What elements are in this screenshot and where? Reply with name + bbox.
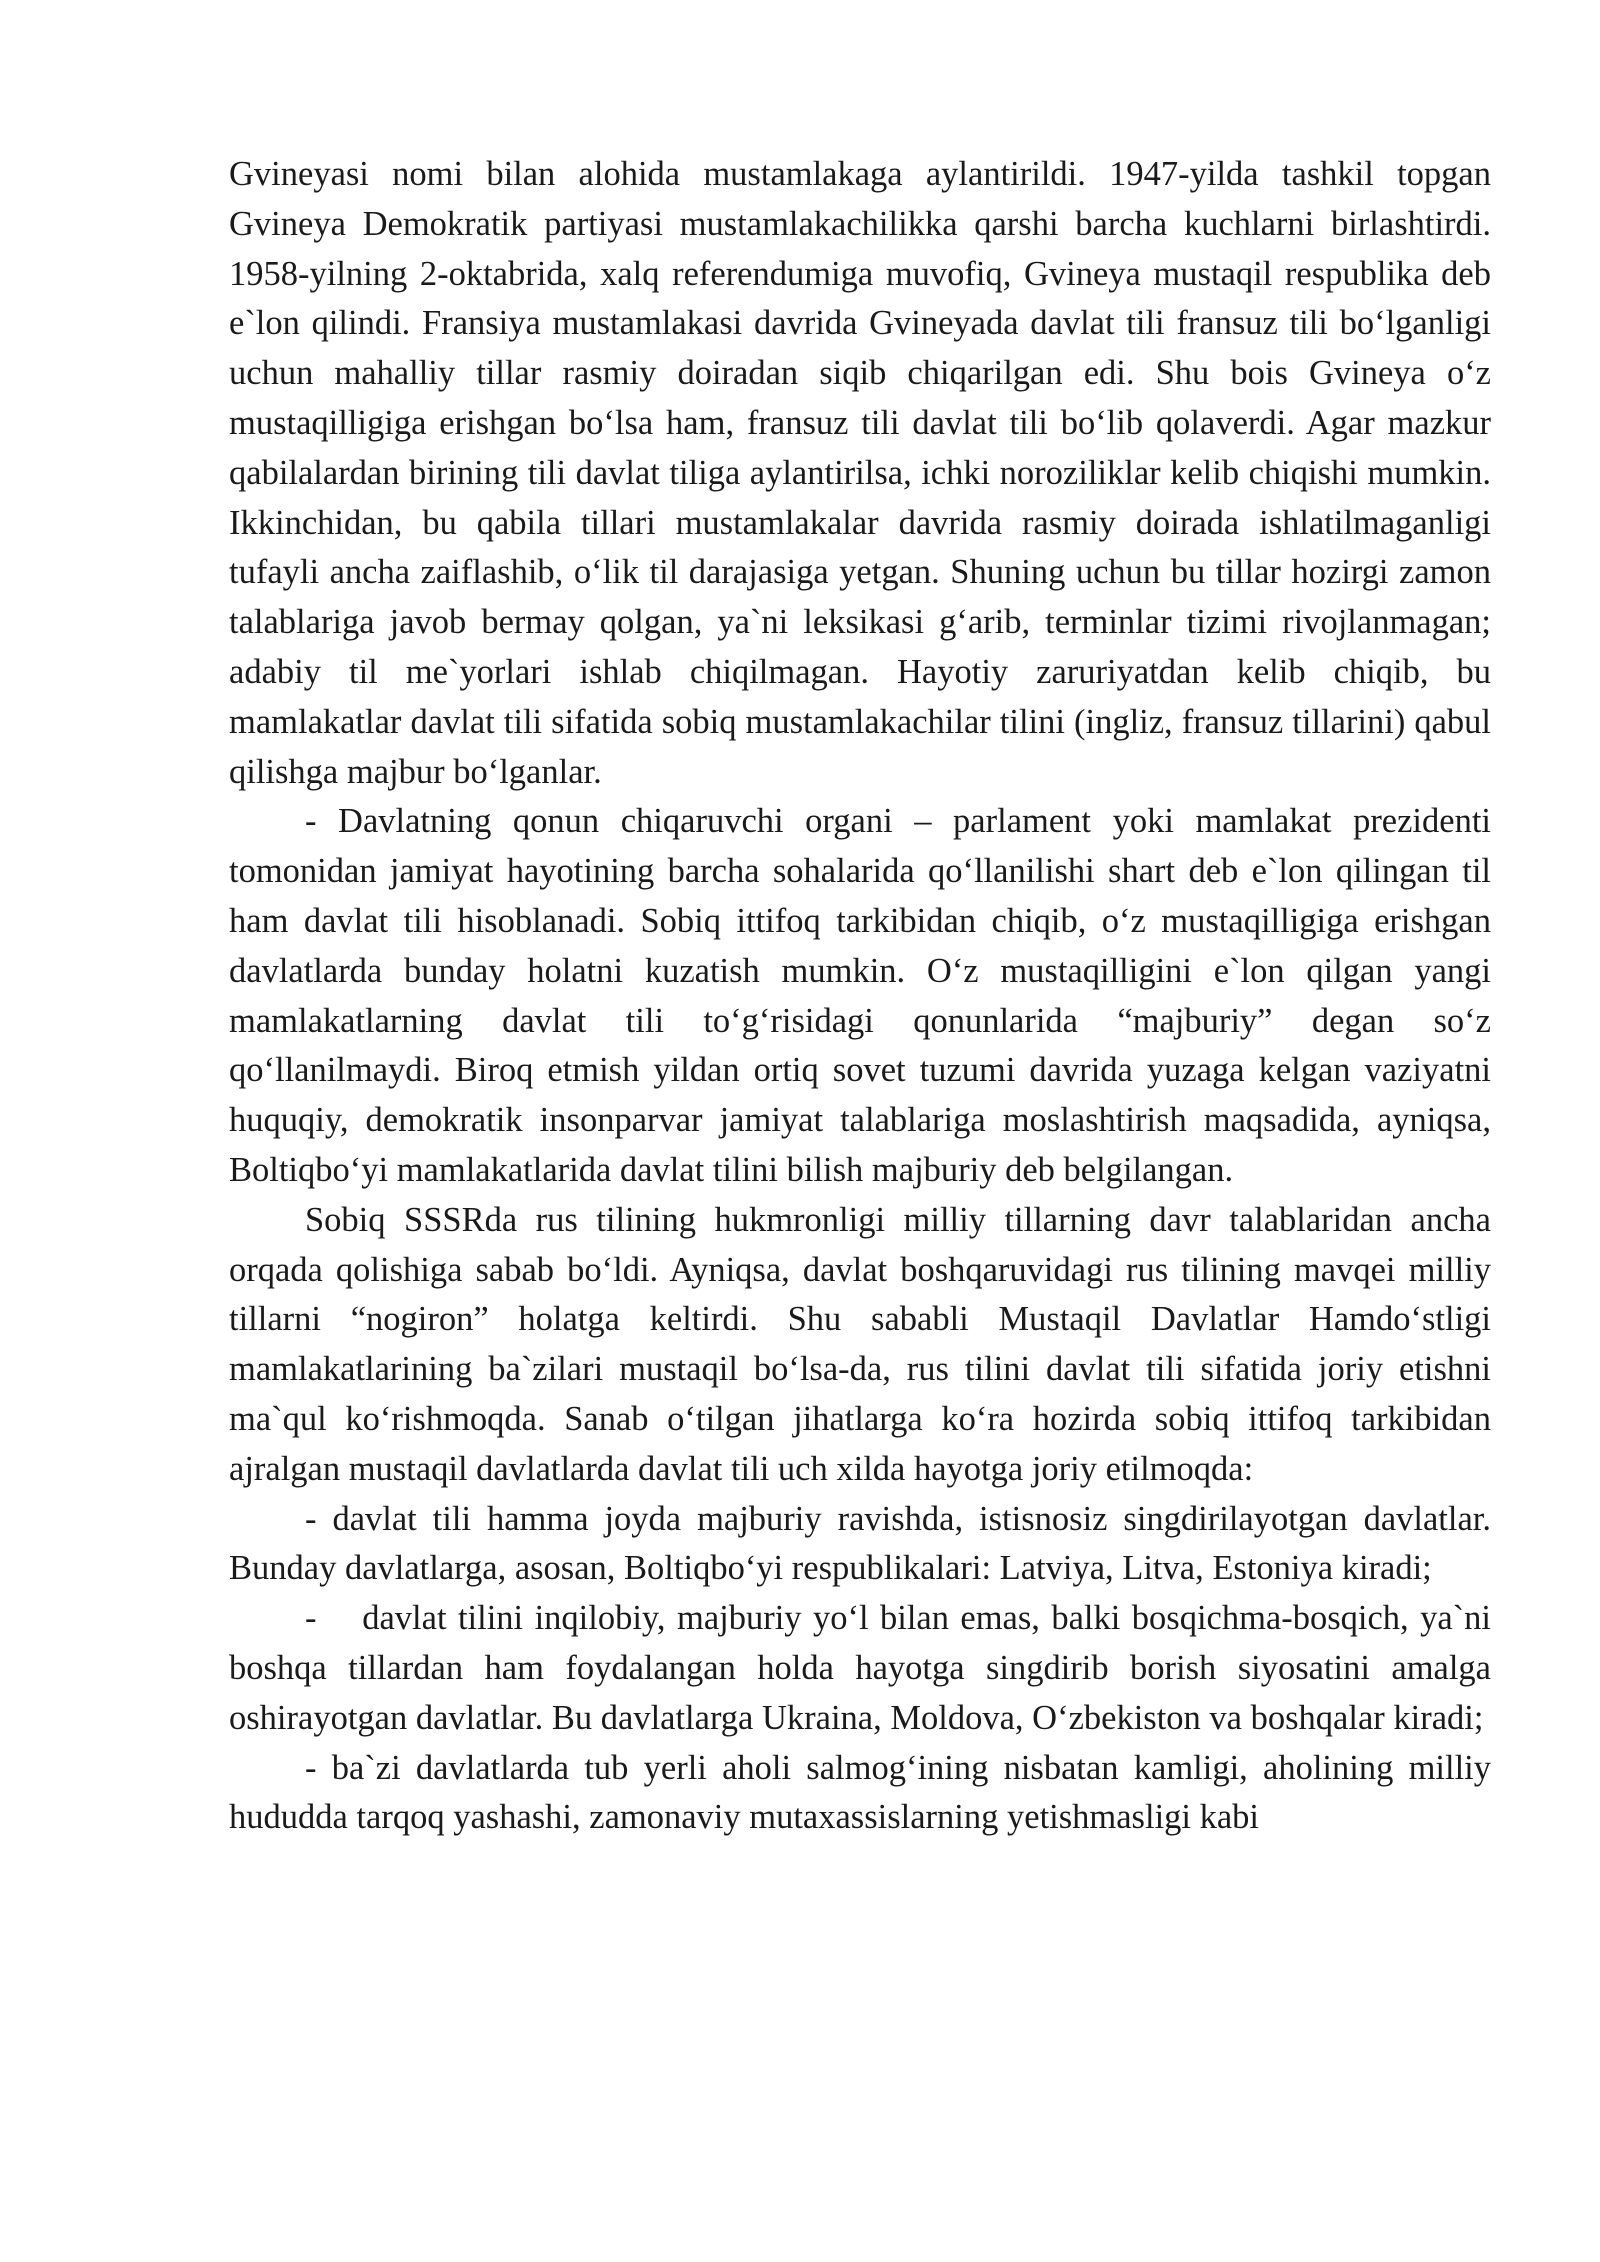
paragraph-ussr-russian-language: Sobiq SSSRda rus tilining hukmronligi milliy tillarning davr talablaridan ancha orqada qolishiga sabab bo‘ldi. Ayniqsa, davlat boshqaruvidagi rus tilining mavqei milliy tillarni “nogiron” holatga keltirdi. Shu sababli Mustaqil Davlatlar Hamdo‘stligi mamlakatlarining ba`zilari mustaqil bo‘lsa-da, rus tilini davlat tili sifatida joriy etishni ma`qul ko‘rishmoqda. Sanab o‘tilgan jihatlarga ko‘ra hozirda sobiq ittifoq tarkibidan ajralgan mustaqil davlatlarda davlat tili uch xilda hayotga joriy etilmoqda: <box>229 1200 1491 1488</box>
list-item-other-states: - ba`zi davlatlarda tub yerli aholi salmog‘ining nisbatan kamligi, aholining milliy hududda tarqoq yashashi, zamonaviy mutaxassislarning yetishmasligi kabi <box>229 1748 1491 1837</box>
paragraph-state-language-law: - Davlatning qonun chiqaruvchi organi – parlament yoki mamlakat prezidenti tomonidan jamiyat hayotining barcha sohalarida qo‘llanilishi shart deb e`lon qilingan til ham davlat tili hisoblanadi. Sobiq ittifoq tarkibidan chiqib, o‘z mustaqilligiga erishgan davlatlarda bunday holatni kuzatish mumkin. O‘z mustaqilligini e`lon qilgan yangi mamlakatlarning davlat tili to‘g‘risidagi qonunlarida “majburiy” degan so‘z qo‘llanilmaydi. Biroq etmish yildan ortiq sovet tuzumi davrida yuzaga kelgan vaziyatni huquqiy, demokratik insonparvar jamiyat talablariga moslashtirish maqsadida, ayniqsa, Boltiqbo‘yi mamlakatlarida davlat tilini bilish majburiy deb belgilangan. <box>229 802 1491 1189</box>
list-item-gradual-policy: - davlat tilini inqilobiy, majburiy yo‘l bilan emas, balki bosqichma-bosqich, ya`ni boshqa tillardan ham foydalangan holda hayotga singdirib borish siyosatini amalga oshirayotgan davlatlar. Bu davlatlarga Ukraina, Moldova, O‘zbekiston va boshqalar kiradi; <box>229 1599 1500 1737</box>
paragraph-guinea-colonial: Gvineyasi nomi bilan alohida mustamlakaga aylantirildi. 1947-yilda tashkil topgan Gvineya Demokratik partiyasi mustamlakachilikka qarshi barcha kuchlarni birlashtirdi. 1958-yilning 2-oktabrida, xalq referendumiga muvofiq, Gvineya mustaqil respublika deb e`lon qilindi. Fransiya mustamlakasi davrida Gvineyada davlat tili fransuz tili bo‘lganligi uchun mahalliy tillar rasmiy doiradan siqib chiqarilgan edi. Shu bois Gvineya o‘z mustaqilligiga erishgan bo‘lsa ham, fransuz tili davlat tili bo‘lib qolaverdi. Agar mazkur qabilalardan birining tili davlat tiliga aylantirilsa, ichki noroziliklar kelib chiqishi mumkin. Ikkinchidan, bu qabila tillari mustamlakalar davrida rasmiy doirada ishlatilmaganligi tufayli ancha zaiflashib, o‘lik til darajasiga yetgan. Shuning uchun bu tillar hozirgi zamon talablariga javob bermay qolgan, ya`ni leksikasi g‘arib, terminlar tizimi rivojlanmagan; adabiy til me`yorlari ishlab chiqilmagan. Hayotiy zaruriyatdan kelib chiqib, bu mamlakatlar davlat tili sifatida sobiq mustamlakachilar tilini (ingliz, fransuz tillarini) qabul qilishga majbur bo‘lganlar. <box>229 155 1491 791</box>
document-page <box>229 150 1500 1843</box>
list-item-baltic-states: - davlat tili hamma joyda majburiy ravishda, istisnosiz singdirilayotgan davlatlar. Bunday davlatlarga, asosan, Boltiqbo‘yi respublikalari: Latviya, Litva, Estoniya kiradi; <box>229 1499 1491 1588</box>
